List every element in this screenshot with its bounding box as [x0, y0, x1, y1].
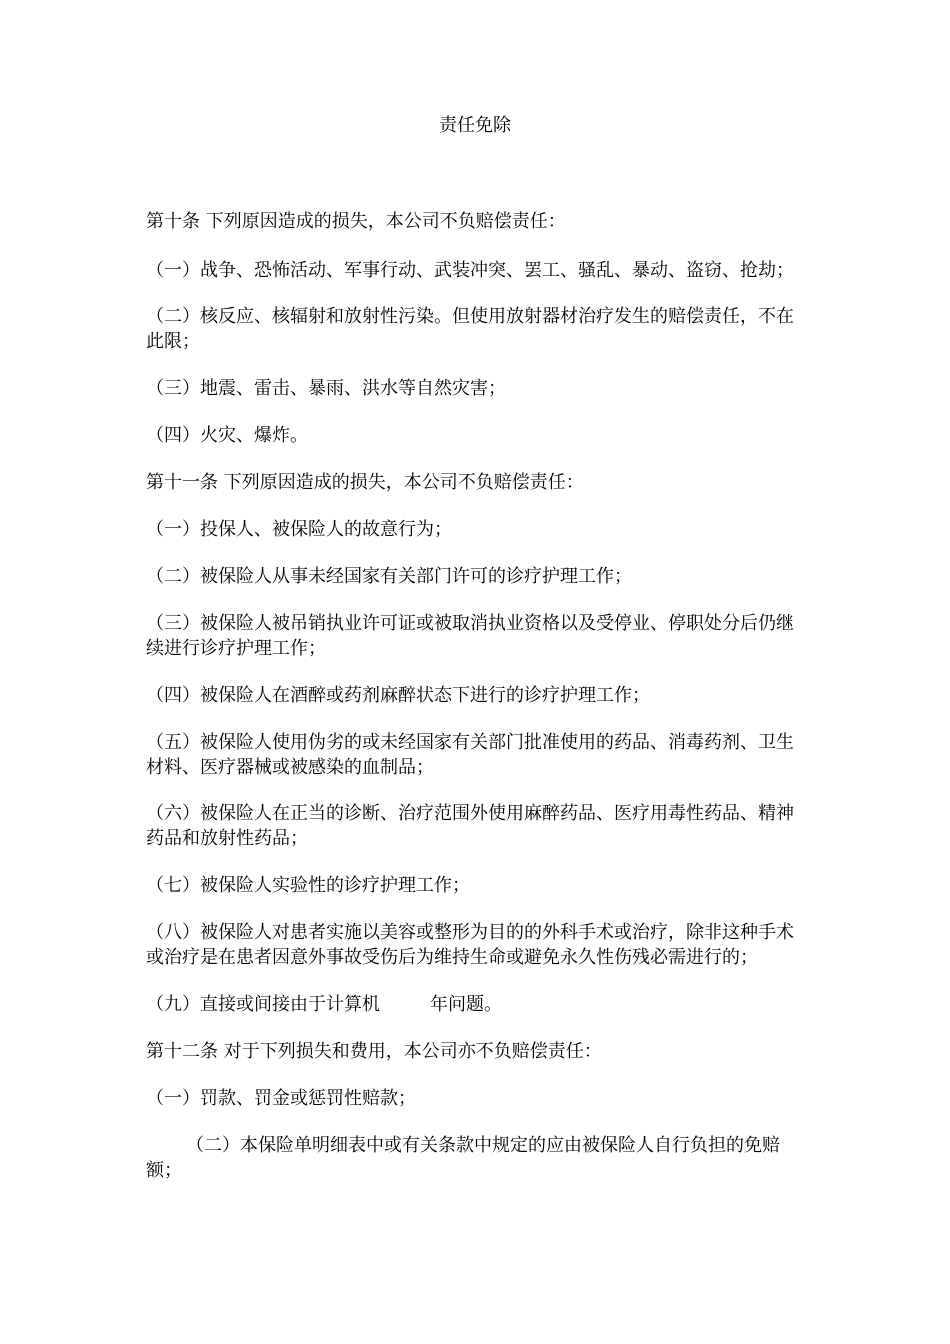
clause-11-1: （一）投保人、被保险人的故意行为；: [146, 519, 452, 540]
clause-10-3: （三）地震、雷击、暴雨、洪水等自然灾害；: [146, 378, 506, 399]
clause-11-5: （五）被保险人使用伪劣的或未经国家有关部门批准使用的药品、消毒药剂、卫生材料、医疗器械或被感染的血制品；: [146, 732, 794, 778]
article-11-heading: 第十一条 下列原因造成的损失，本公司不负赔偿责任：: [146, 472, 584, 493]
clause-10-1: （一）战争、恐怖活动、军事行动、武装冲突、罢工、骚乱、暴动、盗窃、抢劫；: [146, 260, 794, 281]
clause-10-2: （二）核反应、核辐射和放射性污染。但使用放射器材治疗发生的赔偿责任，不在此限；: [146, 306, 794, 352]
clause-11-9-tail: 年问题。: [430, 994, 502, 1015]
clause-11-8: （八）被保险人对患者实施以美容或整形为目的的外科手术或治疗，除非这种手术或治疗是在患者因意外事故受伤后为维持生命或避免永久性伤残必需进行的；: [146, 922, 794, 968]
clause-11-4: （四）被保险人在酒醉或药剂麻醉状态下进行的诊疗护理工作；: [146, 685, 650, 706]
clause-11-3: （三）被保险人被吊销执业许可证或被取消执业资格以及受停业、停职处分后仍继续进行诊疗护理工作；: [146, 613, 794, 659]
clause-11-9-text: （九）直接或间接由于计算机: [146, 994, 380, 1015]
clause-10-4: （四）火灾、爆炸。: [146, 425, 308, 446]
clause-11-9: [146, 992, 808, 1017]
article-10-heading: 第十条 下列原因造成的损失，本公司不负赔偿责任：: [146, 211, 566, 232]
clause-11-7: （七）被保险人实验性的诊疗护理工作；: [146, 875, 470, 896]
article-12-heading: 第十二条 对于下列损失和费用，本公司亦不负赔偿责任：: [146, 1041, 602, 1062]
clause-12-2: （二）本保险单明细表中或有关条款中规定的应由被保险人自行负担的免赔额；: [146, 1135, 780, 1181]
clause-11-6: （六）被保险人在正当的诊断、治疗范围外使用麻醉药品、医疗用毒性药品、精神药品和放射性药品；: [146, 803, 794, 849]
clause-11-2: （二）被保险人从事未经国家有关部门许可的诊疗护理工作；: [146, 566, 632, 587]
page-title: 责任免除: [439, 115, 511, 136]
clause-12-1: （一）罚款、罚金或惩罚性赔款；: [146, 1088, 416, 1109]
